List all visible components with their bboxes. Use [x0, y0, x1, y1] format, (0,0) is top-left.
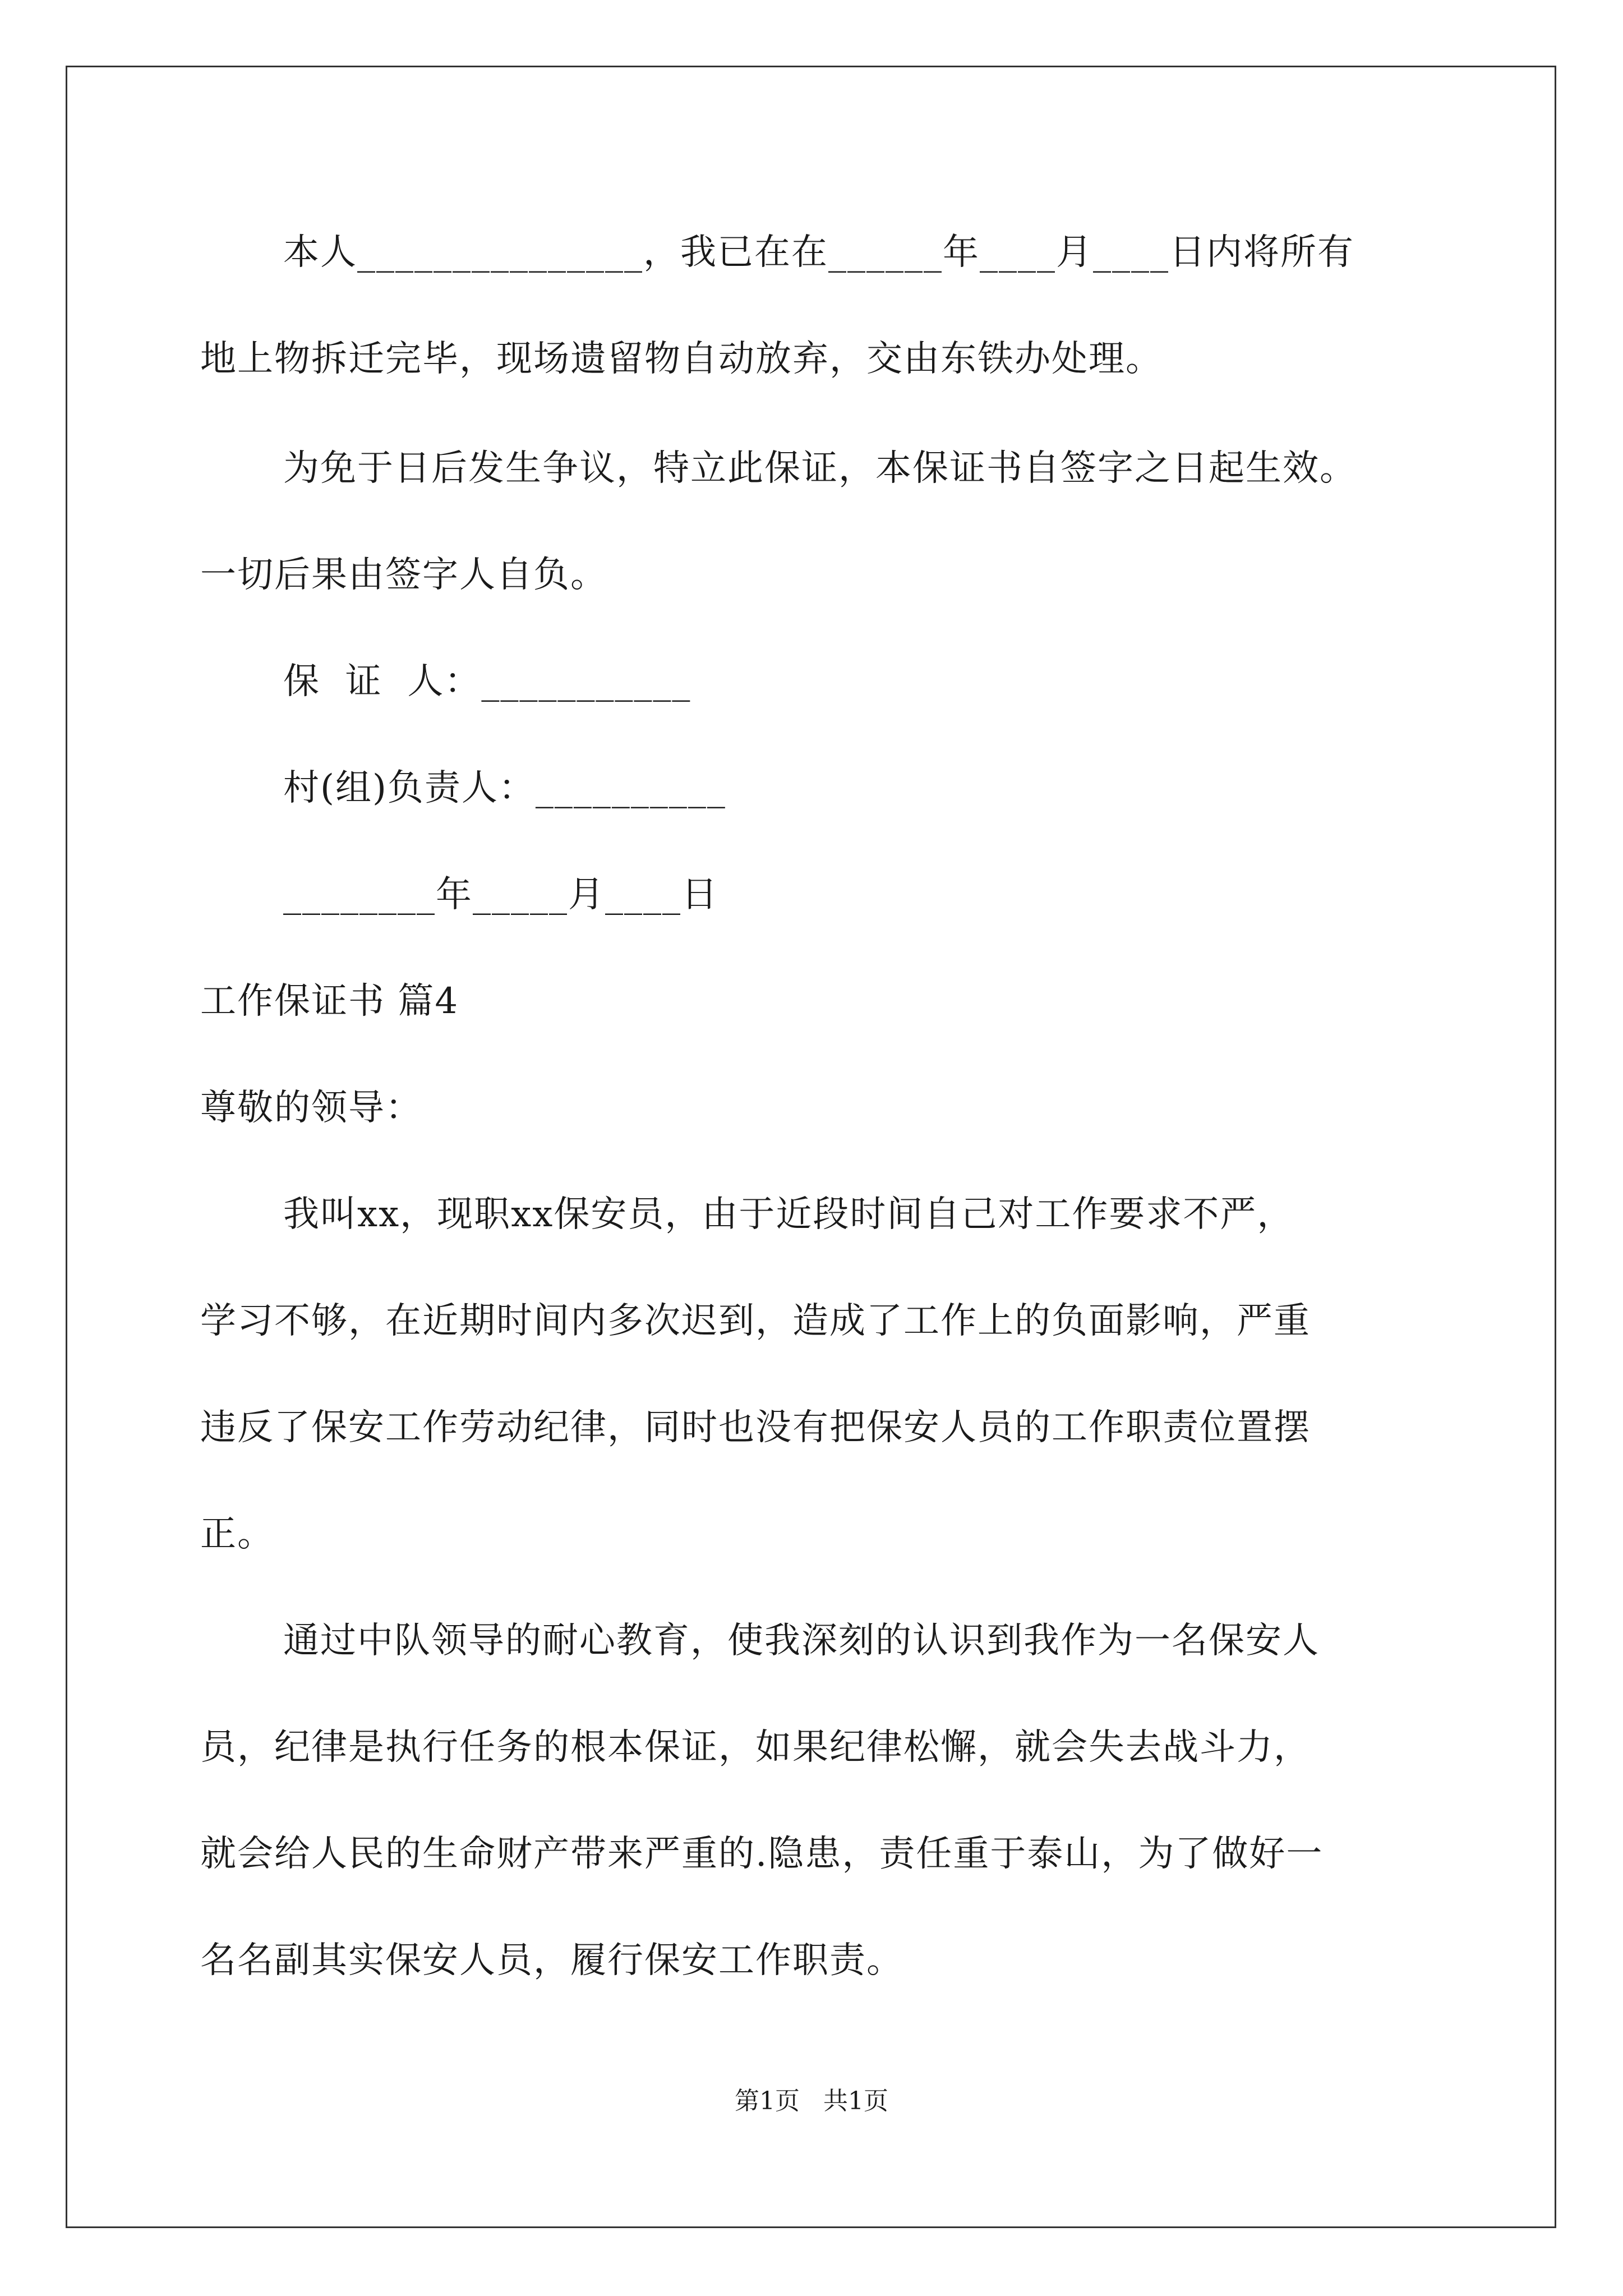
paragraph-line: 本人_______________，我已在在______年____月____日内将所有: [283, 232, 1354, 273]
paragraph-line: 为免于日后发生争议，特立此保证，本保证书自签字之日起生效。: [283, 448, 1357, 489]
paragraph-line: 学习不够，在近期时间内多次迟到，造成了工作上的负面影响，严重: [200, 1300, 1311, 1342]
section-heading: 工作保证书 篇4: [200, 981, 459, 1022]
paragraph-line: 一切后果由签字人自负。: [200, 554, 607, 596]
paragraph-line: 通过中队领导的耐心教育，使我深刻的认识到我作为一名保安人: [283, 1620, 1320, 1662]
paragraph-line: 名名副其实保安人员，履行保安工作职责。: [200, 1940, 903, 1981]
paragraph-line: 就会给人民的生命财产带来严重的.隐患，责任重于泰山，为了做好一: [200, 1833, 1324, 1875]
date-line: ________年_____月____日: [283, 874, 718, 915]
village-leader-signature-line: 村(组)负责人：__________: [283, 767, 726, 809]
page-number-footer: 第1页 共1页: [735, 2087, 888, 2115]
paragraph-line: 正。: [200, 1513, 274, 1555]
paragraph-line: 违反了保安工作劳动纪律，同时也没有把保安人员的工作职责位置摆: [200, 1407, 1311, 1448]
paragraph-line: 地上物拆迁完毕，现场遗留物自动放弃，交由东铁办处理。: [200, 338, 1163, 380]
paragraph-line: 员，纪律是执行任务的根本保证，如果纪律松懈，就会失去战斗力，: [200, 1727, 1311, 1768]
page-border: [66, 66, 1556, 2228]
salutation: 尊敬的领导：: [200, 1087, 422, 1129]
guarantor-signature-line: 保 证 人：___________: [283, 661, 691, 702]
paragraph-line: 我叫xx，现职xx保安员，由于近段时间自己对工作要求不严，: [283, 1194, 1294, 1235]
